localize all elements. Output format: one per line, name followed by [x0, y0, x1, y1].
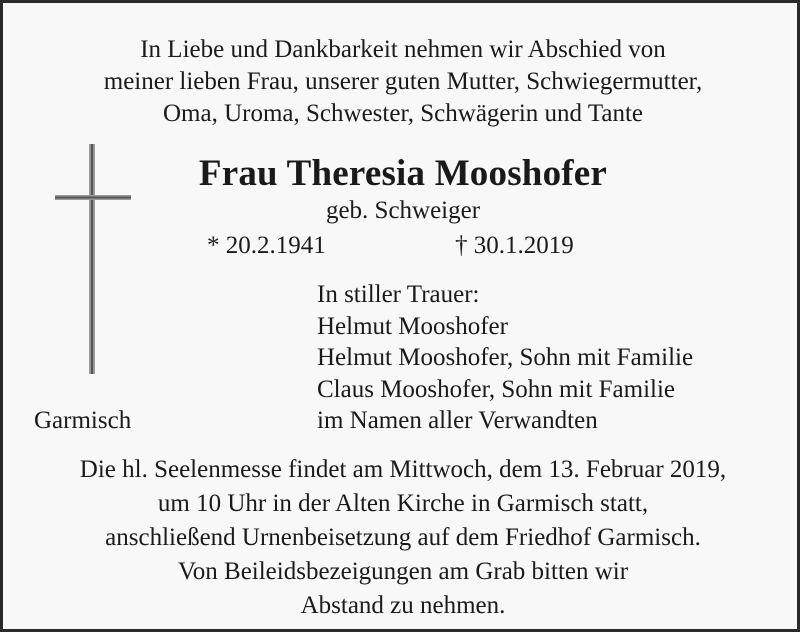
service-line: um 10 Uhr in der Alten Kirche in Garmisch statt, [157, 490, 649, 517]
place-name: Garmisch [34, 407, 132, 434]
intro-line: meiner lieben Frau, unserer guten Mutter, Schwiegermutter, [103, 68, 703, 95]
death-date: † 30.1.2019 [455, 232, 574, 259]
mourner-entry: Helmut Mooshofer, Sohn mit Familie [317, 344, 694, 371]
mourner-entry: Claus Mooshofer, Sohn mit Familie [317, 375, 676, 403]
mourner-entry: im Namen aller Verwandten [317, 407, 598, 434]
service-info [3, 453, 800, 623]
service-line: Die hl. Seelenmesse findet am Mittwoch, dem 13. Februar 2019, [79, 456, 727, 483]
mourner-entry: Helmut Mooshofer [317, 312, 508, 340]
service-line: Von Beileidsbezeigungen am Grab bitten wir [177, 558, 629, 585]
mourners-heading: In stiller Trauer: [317, 281, 480, 308]
born-name: geb. Schweiger [325, 197, 481, 224]
intro-line: In Liebe und Dankbarkeit nehmen wir Abschied von [140, 36, 666, 63]
intro-line: Oma, Uroma, Schwester, Schwägerin und Tante [163, 100, 643, 127]
birth-date: * 20.2.1941 [207, 232, 326, 259]
intro-text [3, 34, 800, 130]
service-line: anschließend Urnenbeisetzung auf dem Friedhof Garmisch. [105, 524, 701, 551]
deceased-name: Frau Theresia Mooshofer [198, 153, 608, 194]
service-line: Abstand zu nehmen. [300, 592, 506, 619]
mourners-list [317, 279, 693, 437]
